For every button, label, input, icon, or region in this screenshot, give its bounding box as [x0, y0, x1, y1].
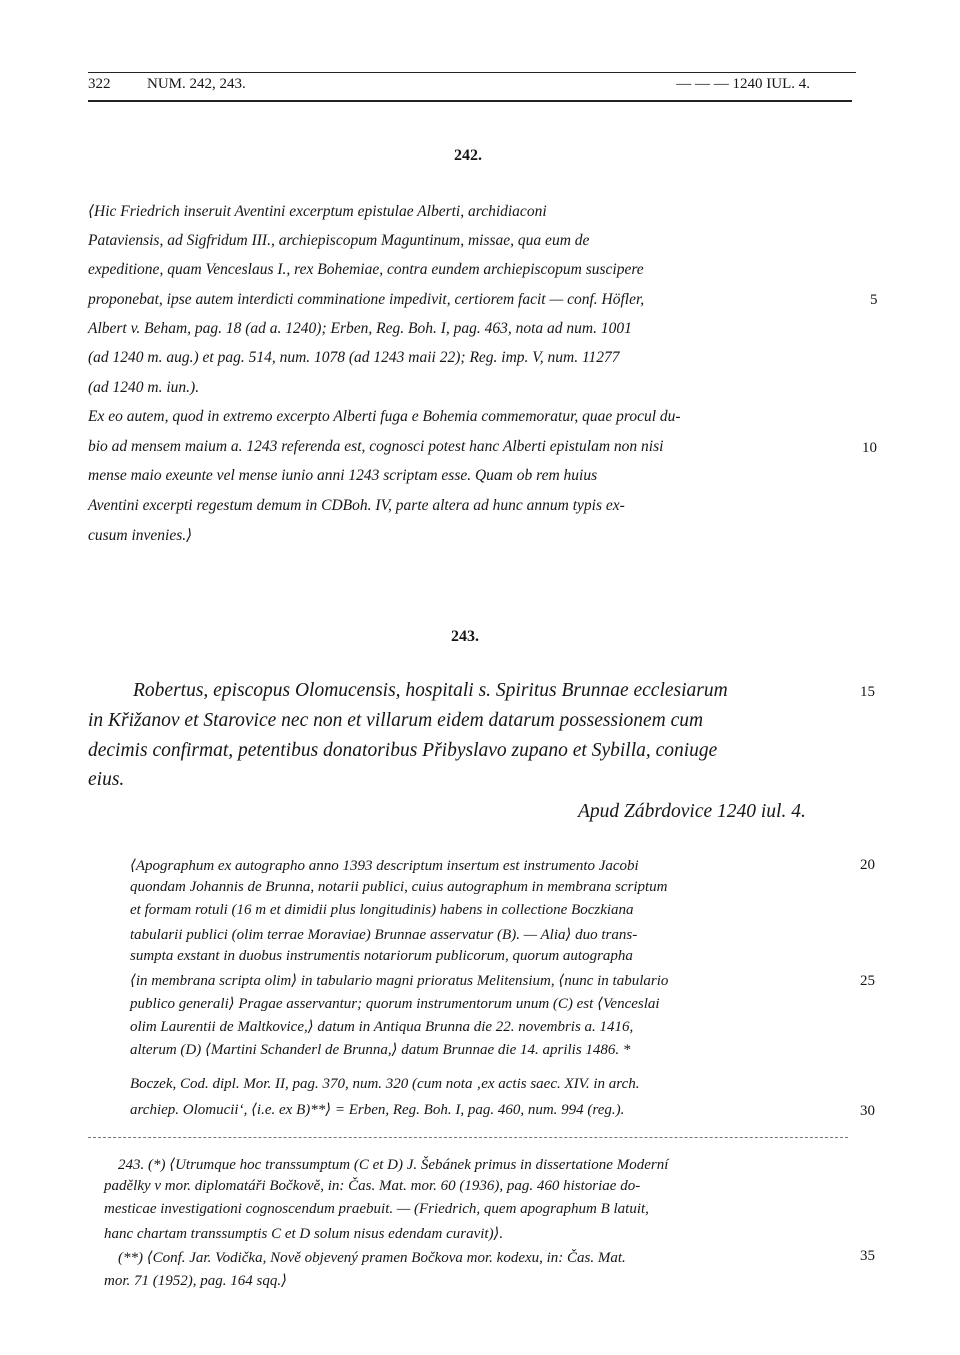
page-number: 322 — [88, 76, 111, 92]
doc-243-title: 243. — [451, 628, 479, 645]
line-number: 35 — [860, 1248, 875, 1264]
apparatus-line: publico generali⟩ Pragae asservantur; quorum instrumentorum unum (C) est ⟨Venceslai — [130, 996, 660, 1012]
footnote-line: mor. 71 (1952), pag. 164 sqq.⟩ — [104, 1273, 287, 1289]
commentary-line: mense maio exeunte vel mense iunio anni 1243 scriptam esse. Quam ob rem huius — [88, 467, 598, 484]
commentary-line: Aventini excerpti regestum demum in CDBoh. IV, parte altera ad hunc annum typis ex- — [88, 497, 625, 514]
commentary-line: (ad 1240 m. iun.). — [88, 379, 200, 396]
place-date: Apud Zábrdovice 1240 iul. 4. — [578, 801, 806, 822]
commentary-line: cusum invenies.⟩ — [88, 527, 193, 544]
regest-line: Robertus, episcopus Olomucensis, hospitali s. Spiritus Brunnae ecclesiarum — [133, 680, 728, 701]
header-date: — — — 1240 IUL. 4. — [676, 76, 810, 92]
line-number: 10 — [862, 440, 877, 456]
apparatus-line: et formam rotuli (16 m et dimidii plus longitudinis) habens in collectione Boczkiana — [130, 902, 634, 918]
commentary-line: bio ad mensem maium a. 1243 referenda est, cognosci potest hanc Alberti epistulam non nisi — [88, 438, 664, 455]
line-number: 20 — [860, 857, 875, 873]
line-number: 5 — [870, 292, 878, 308]
line-number: 15 — [860, 684, 875, 700]
regest-line: decimis confirmat, petentibus donatoribus Přibyslavo zupano et Sybilla, coniuge — [88, 740, 718, 761]
apparatus-line: quondam Johannis de Brunna, notarii publici, cuius autographum in membrana scriptum — [130, 879, 668, 895]
doc-242-title: 242. — [454, 147, 482, 164]
apparatus-line: ⟨Apographum ex autographo anno 1393 descriptum insertum est instrumento Jacobi — [130, 858, 639, 874]
edition-line: Boczek, Cod. dipl. Mor. II, pag. 370, num. 320 (cum nota ‚ex actis saec. XIV. in arch. — [130, 1076, 640, 1092]
footnote-line: 243. (*) ⟨Utrumque hoc transsumptum (C et D) J. Šebánek primus in dissertatione Moderní — [118, 1157, 669, 1173]
apparatus-line: sumpta exstant in duobus instrumentis notariorum publicorum, quorum autographa — [130, 948, 633, 964]
footnote-separator — [88, 1137, 848, 1138]
footnote-line: padělky v mor. diplomatáři Bočkově, in: Čas. Mat. mor. 60 (1936), pag. 460 historiae do- — [104, 1178, 641, 1194]
commentary-line: expeditione, quam Venceslaus I., rex Bohemiae, contra eundem archiepiscopum suscipere — [88, 261, 644, 278]
regest-line: in Křižanov et Starovice nec non et villarum eidem datarum possessionem cum — [88, 710, 704, 731]
running-header — [88, 76, 856, 96]
edition-line: archiep. Olomucii‘, ⟨i.e. ex B)**⟩ = Erben, Reg. Boh. I, pag. 460, num. 994 (reg.). — [130, 1102, 625, 1118]
commentary-line: (ad 1240 m. aug.) et pag. 514, num. 1078 (ad 1243 maii 22); Reg. imp. V, num. 11277 — [88, 349, 620, 366]
document-numbers: NUM. 242, 243. — [147, 76, 246, 92]
commentary-line: Pataviensis, ad Sigfridum III., archiepiscopum Maguntinum, missae, qua eum de — [88, 232, 590, 249]
line-number: 30 — [860, 1103, 875, 1119]
header-top-rule — [88, 72, 856, 73]
commentary-line: proponebat, ipse autem interdicti comminatione impedivit, certiorem facit — conf. Höfler, — [88, 291, 645, 308]
apparatus-line: tabularii publici (olim terrae Moraviae) Brunnae asservatur (B). — Alia⟩ duo trans- — [130, 927, 638, 943]
apparatus-line: ⟨in membrana scripta olim⟩ in tabulario magni prioratus Melitensium, ⟨nunc in tabulario — [130, 973, 669, 989]
apparatus-line: olim Laurentii de Maltkovice,⟩ datum in Antiqua Brunna die 22. novembris a. 1416, — [130, 1019, 634, 1035]
footnote-line: (**) ⟨Conf. Jar. Vodička, Nově objevený pramen Bočkova mor. kodexu, in: Čas. Mat. — [118, 1250, 626, 1266]
apparatus-line: alterum (D) ⟨Martini Schanderl de Brunna,⟩ datum Brunnae die 14. aprilis 1486. * — [130, 1042, 631, 1058]
regest-line: eius. — [88, 769, 125, 790]
line-number: 25 — [860, 973, 875, 989]
footnote-line: mesticae investigationi cognoscendum praebuit. — (Friedrich, quem apographum B latuit, — [104, 1201, 649, 1217]
commentary-line: Albert v. Beham, pag. 18 (ad a. 1240); Erben, Reg. Boh. I, pag. 463, nota ad num. 1001 — [88, 320, 632, 337]
header-rule — [88, 100, 852, 102]
footnote-line: hanc chartam transsumptis C et D solum nisus edendam curavit)⟩. — [104, 1226, 504, 1242]
commentary-line: ⟨Hic Friedrich inseruit Aventini excerptum epistulae Alberti, archidiaconi — [88, 203, 547, 220]
commentary-line: Ex eo autem, quod in extremo excerpto Alberti fuga e Bohemia commemoratur, quae procul du- — [88, 408, 681, 425]
